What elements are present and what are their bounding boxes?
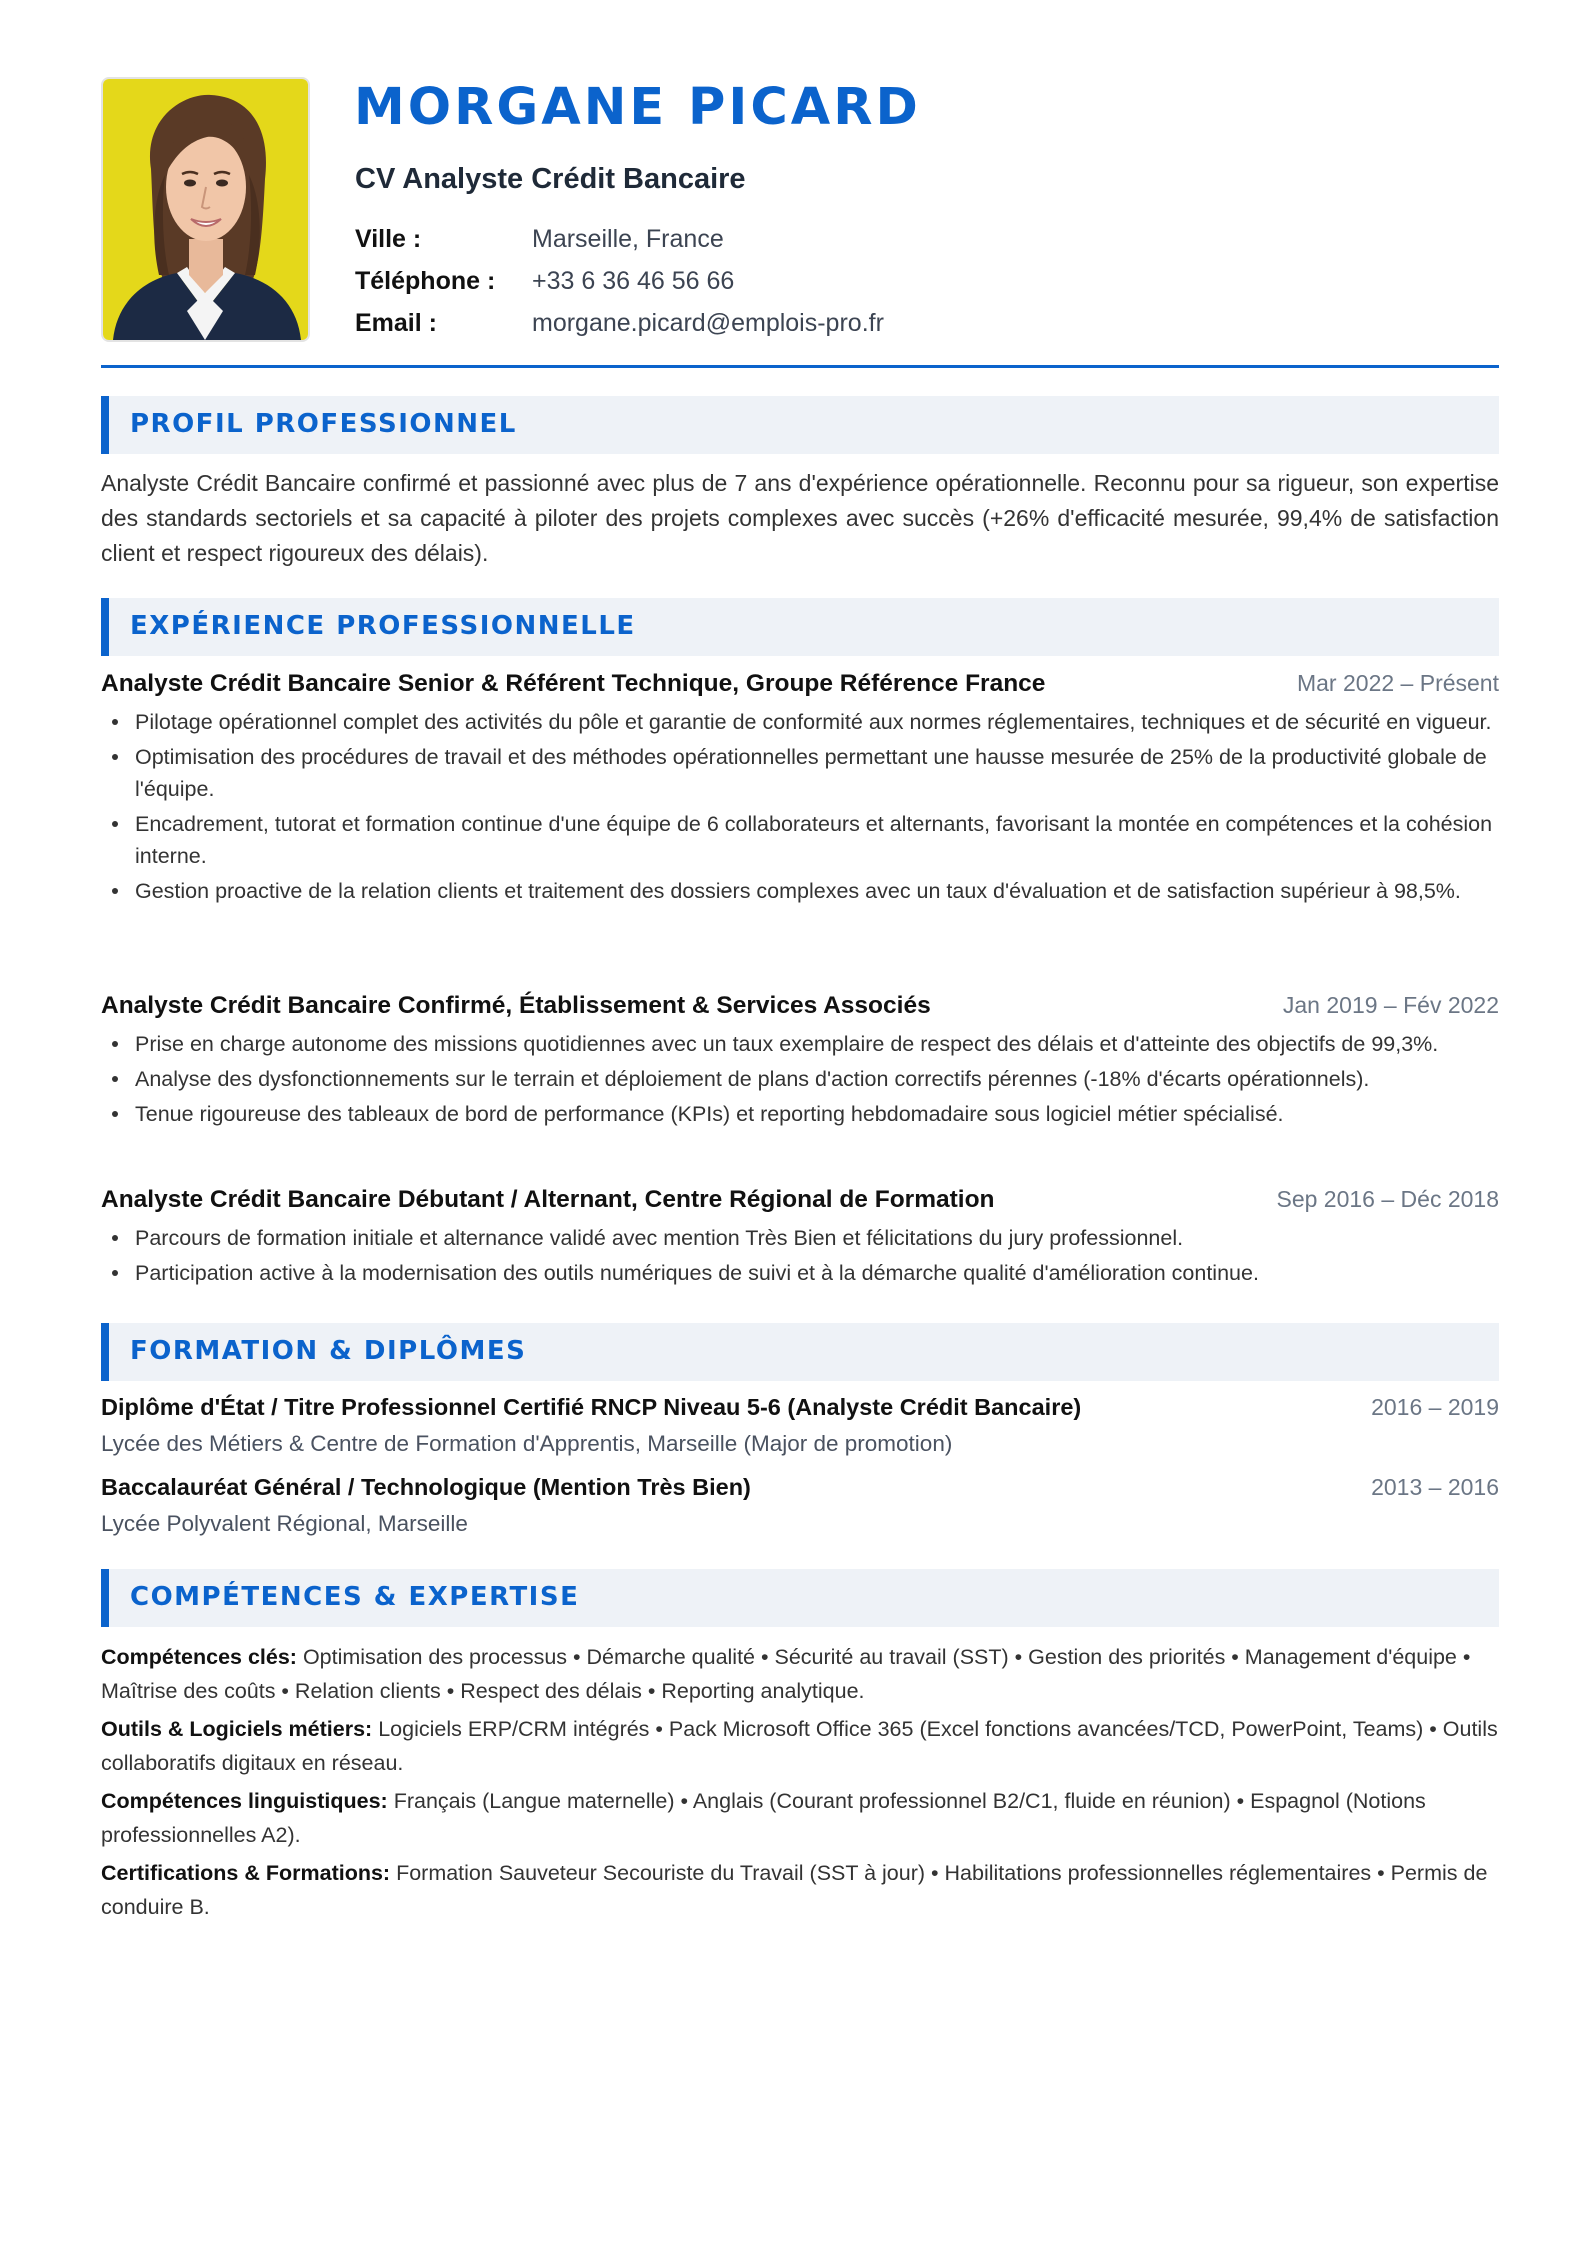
job-title: Analyste Crédit Bancaire Confirmé, Établissement & Services Associés: [101, 992, 931, 1019]
job-bullet: Pilotage opérationnel complet des activités du pôle et garantie de conformité aux normes réglementaires, techniques et de sécurité en vigueur.: [101, 706, 1499, 738]
experience-entry: [101, 1186, 1499, 1292]
contact-label: Email :: [355, 309, 437, 337]
skill-text: Français (Langue maternelle) • Anglais (Courant professionnel B2/C1, fluide en réunion) • Espagnol (Notions professionnelles A2).: [101, 1789, 1426, 1847]
experience-entry: [101, 670, 1499, 910]
experience-entry: [101, 992, 1499, 1133]
job-title: Analyste Crédit Bancaire Débutant / Alternant, Centre Régional de Formation: [101, 1186, 995, 1213]
skill-item: [101, 1784, 1499, 1852]
section-title: COMPÉTENCES & EXPERTISE: [130, 1582, 580, 1612]
school-name: Lycée des Métiers & Centre de Formation d'Apprentis, Marseille (Major de promotion): [101, 1431, 953, 1456]
section-skills-header: [101, 1569, 1499, 1627]
profile-photo: [101, 77, 310, 342]
job-title: Analyste Crédit Bancaire Senior & Référent Technique, Groupe Référence France: [101, 670, 1046, 697]
skill-label: Compétences clés:: [101, 1645, 297, 1669]
section-title: PROFIL PROFESSIONNEL: [130, 409, 517, 439]
candidate-name: MORGANE PICARD: [354, 78, 921, 137]
section-experience-header: [101, 598, 1499, 656]
degree-title: Diplôme d'État / Titre Professionnel Certifié RNCP Niveau 5-6 (Analyste Crédit Bancaire): [101, 1394, 1082, 1420]
cv-subtitle: CV Analyste Crédit Bancaire: [355, 163, 746, 195]
job-bullet: Prise en charge autonome des missions quotidiennes avec un taux exemplaire de respect des délais et d'atteinte des objectifs de 99,3%.: [101, 1028, 1499, 1060]
degree-date: 2013 – 2016: [1371, 1474, 1499, 1500]
contact-row-phone: [355, 266, 884, 308]
contact-row-email: [355, 308, 884, 350]
contact-info: [355, 224, 884, 350]
degree-date: 2016 – 2019: [1371, 1394, 1499, 1420]
job-bullet: Gestion proactive de la relation clients et traitement des dossiers complexes avec un taux d'évaluation et de satisfaction supérieur à 98,5%.: [101, 875, 1499, 907]
skill-item: [101, 1712, 1499, 1780]
education-entry: [101, 1394, 1499, 1460]
section-title: FORMATION & DIPLÔMES: [130, 1336, 527, 1366]
header-divider: [101, 365, 1499, 368]
job-date: Sep 2016 – Déc 2018: [1276, 1186, 1499, 1212]
skill-label: Outils & Logiciels métiers:: [101, 1717, 373, 1741]
skill-label: Compétences linguistiques:: [101, 1789, 388, 1813]
skill-text: Optimisation des processus • Démarche qualité • Sécurité au travail (SST) • Gestion des priorités • Management d'équipe • Maîtrise des coûts • Relation clients • Respect des délais • Reporting analytique.: [101, 1645, 1471, 1703]
skill-text: Formation Sauveteur Secouriste du Travail (SST à jour) • Habilitations professionnelles réglementaires • Permis de conduire B.: [101, 1861, 1488, 1919]
section-education-header: [101, 1323, 1499, 1381]
education-entry: [101, 1474, 1499, 1540]
job-bullets: [101, 706, 1499, 907]
degree-title: Baccalauréat Général / Technologique (Mention Très Bien): [101, 1474, 751, 1500]
job-bullet: Participation active à la modernisation des outils numériques de suivi et à la démarche qualité d'amélioration continue.: [101, 1257, 1499, 1289]
job-bullet: Encadrement, tutorat et formation continue d'une équipe de 6 collaborateurs et alternants, favorisant la montée en compétences et la cohésion interne.: [101, 808, 1499, 872]
job-date: Jan 2019 – Fév 2022: [1282, 992, 1499, 1018]
job-bullet: Parcours de formation initiale et alternance validé avec mention Très Bien et félicitations du jury professionnel.: [101, 1222, 1499, 1254]
job-date: Mar 2022 – Présent: [1296, 670, 1499, 696]
contact-value: Marseille, France: [532, 225, 724, 253]
skills-list: [101, 1640, 1499, 1928]
contact-label: Ville :: [355, 225, 422, 253]
skill-label: Certifications & Formations:: [101, 1861, 391, 1885]
skill-item: [101, 1640, 1499, 1708]
profile-summary: Analyste Crédit Bancaire confirmé et passionné avec plus de 7 ans d'expérience opérationnelle. Reconnu pour sa rigueur, son expertise des standards sectoriels et sa capacité à piloter des projets complexes avec succès (+26% d'efficacité mesurée, 99,4% de satisfaction client et respect rigoureux des délais).: [101, 470, 1499, 566]
section-profile-header: [101, 396, 1499, 454]
job-bullet: Tenue rigoureuse des tableaux de bord de performance (KPIs) et reporting hebdomadaire sous logiciel métier spécialisé.: [101, 1098, 1499, 1130]
job-bullet: Analyse des dysfonctionnements sur le terrain et déploiement de plans d'action correctifs pérennes (-18% d'écarts opérationnels).: [101, 1063, 1499, 1095]
school-name: Lycée Polyvalent Régional, Marseille: [101, 1511, 468, 1536]
contact-row-city: [355, 224, 884, 266]
portrait-image: [103, 79, 308, 340]
job-bullets: [101, 1222, 1499, 1289]
skill-item: [101, 1856, 1499, 1924]
job-bullets: [101, 1028, 1499, 1130]
section-title: EXPÉRIENCE PROFESSIONNELLE: [130, 611, 636, 641]
contact-value: morgane.picard@emplois-pro.fr: [532, 309, 884, 337]
contact-value: +33 6 36 46 56 66: [532, 267, 735, 295]
skill-text: Logiciels ERP/CRM intégrés • Pack Microsoft Office 365 (Excel fonctions avancées/TCD, PowerPoint, Teams) • Outils collaboratifs digitaux en réseau.: [101, 1717, 1498, 1775]
contact-label: Téléphone :: [355, 267, 496, 295]
job-bullet: Optimisation des procédures de travail et des méthodes opérationnelles permettant une hausse mesurée de 25% de la productivité globale de l'équipe.: [101, 741, 1499, 805]
